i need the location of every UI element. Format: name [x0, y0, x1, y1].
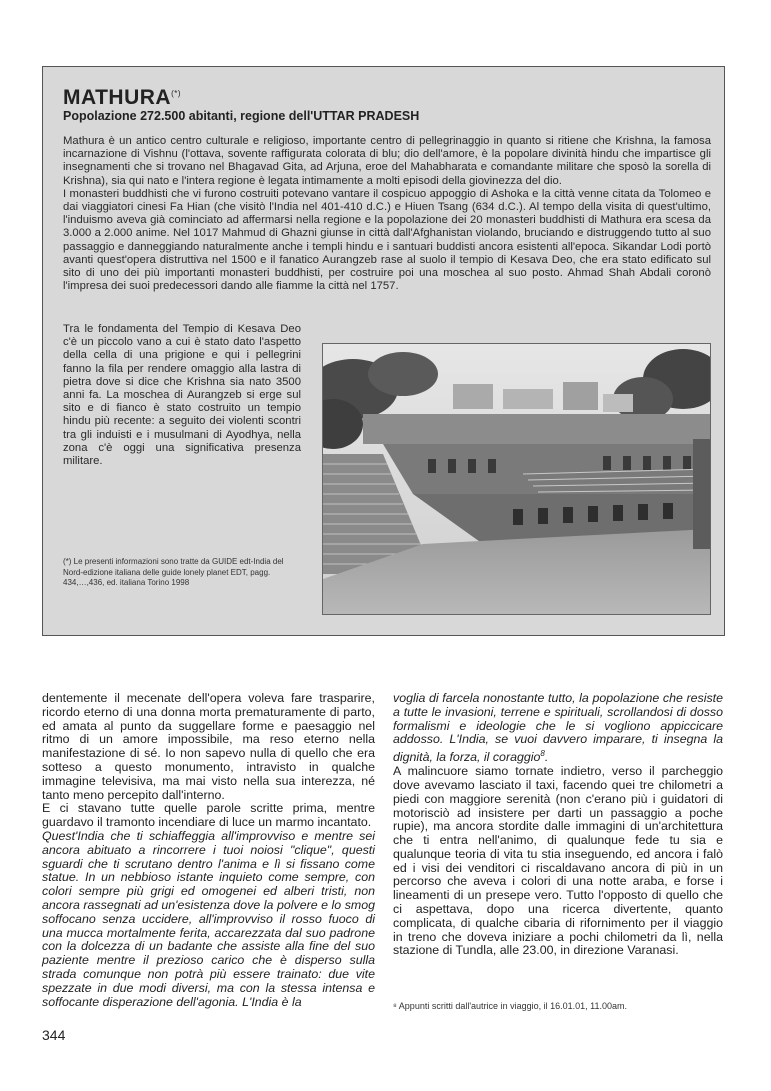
box-footnote: (*) Le presenti informazioni sono tratte da GUIDE edt-India del Nord-edizione italiana delle guide lonely planet EDT, pagg. 434,…,436, ed. italiana Torino 1998	[63, 557, 284, 587]
station-tundla: Tundla	[455, 943, 493, 958]
paragraph-text: , alle 23.00, in direzione	[492, 943, 624, 958]
paragraph: E ci stavano tutte quelle parole scritte prima, mentre guardavo il tramonto incendiare di luce un marmo incantato.	[42, 801, 375, 830]
box-paragraph: I monasteri buddhisti che vi furono costruiti potevano vantare il cospicuo appoggio di Ashoka e la città venne citata da Tolomeo e dai viaggiatori cinesi Fa Hian (che visitò l'India nel 401-410 d.C.) e Hiuen Tsang (634 d.C.). Al tempo della visita di quest'ultimo, l'induismo aveva già cominciato ad affermarsi nella regione e la popolazione dei 20 monasteri buddhisti di Mathura era scesa da 3.000 a 2.000 anime. Nel 1017 Mahmud di Ghazni giunse in città dall'Afghanistan violando, bruciando e distruggendo tutto al suo passaggio e danneggiando naturalmente anche i templi hindu e i santuari buddisti ancora esistenti all'epoca. Sikandar Lodi portò avanti quest'opera distruttiva nel 1500 e il fanatico Aurangzeb rase al suolo il tempio di Kesava Deo, che era stato edificato sul sito di uno dei più importanti monasteri buddhisti, per costruire poi una moschea al suo posto. Ahmad Shah Abdali coronò l'impresa dei suoi predecessori dando alle fiamme la città nel 1757.	[63, 187, 711, 293]
paragraph-end: .	[675, 943, 679, 958]
station-varanasi: Varanasi	[627, 943, 676, 958]
italic-paragraph: Quest'India che ti schiaffeggia all'improvviso e mentre sei ancora abituato a rincorrere i tuoi noiosi "clique", questi sguardi che ti scrutano dentro l'anima e lì si fissano come statue. In un nebbioso istante inquieto come sempre, con colori sempre più grigi ed omogenei ed alberi tristi, non ancora rassegnati ad un'esistenza dove la polvere e lo smog soffocano senza uccidere, all'improvviso il rosso fuoco di una mucca mortalmente ferita, accarezzata dal suo padrone con la dolcezza di un badante che assiste alla fine del suo paziente mentre il prezioso carico che è disperso sulla strada comunque non potrà più essere trainato: due vite spezzate in due modi diversi, ma con la stessa intensa e soffocante disperazione dell'agonia. L'India è la	[42, 828, 375, 1009]
box-subtitle: Popolazione 272.500 abitanti, regione dell'UTTAR PRADESH	[63, 109, 420, 123]
right-column	[393, 692, 723, 958]
italic-paragraph: voglia di farcela nonostante tutto, la popolazione che resiste a tutte le invasioni, terrene e spirituali, scrollandosi di dosso formalismi e ideologie che le si vogliono appiccicare addosso. L'India, se vuoi davvero imparare, ti insegna la dignità, la forza, il coraggio$^8$.	[393, 691, 723, 765]
box-text	[63, 135, 711, 293]
box-title-mark: (*)	[171, 89, 182, 98]
page-number: 344	[42, 1027, 66, 1043]
left-column	[42, 692, 375, 1009]
footnote-ref: 8	[540, 749, 545, 759]
box-paragraph: Mathura è un antico centro culturale e religioso, importante centro di pellegrinaggio in quanto si ritiene che Krishna, la famosa incarnazione di Vishnu (l'ottava, sovente raffigurata colorata di blu; dio dell'amore, è la popolare divinità hindu che impartisce gli insegnamenti che si trovano nel Bhagavad Gita, ad Arjuna, eroe del Mahabharata e comandante militare che sposò la sorella di Krishna), sia qui nato e l'intera regione è legata intimamente a molti episodi della giovinezza del dio.	[63, 135, 711, 187]
paragraph-text: A malincuore siamo tornate indietro, verso il parcheggio dove avevamo lasciato il taxi, facendo quei tre chilometri a piedi con maggiore serenità (non c'erano più i guidatori di motorisciò ad insistere per darti un passaggio a poche rupie), ma ancora stordite dalle immagini di un'architettura che ti entra nell'animo, di qualunque fede tu sia e qualunque teoria di vita tu stia inseguendo, ed ancora i falò ed i visi dei venditori ci riscaldavano ancora di più in un percorso che aveva i colori di una notte araba, e forse i lineamenti di un presepe vero. Tutto l'opposto di quello che ci aspettava, dopo una ricerca divertente, quanto complicata, di qualche cibaria di rifornimento per il viaggio in treno che doveva iniziare a pochi chilometri da lì, nella stazione di	[393, 764, 723, 958]
box-side-text: Tra le fondamenta del Tempio di Kesava Deo c'è un piccolo vano a cui è stato dato l'aspetto della cella di una prigione e qui i pellegrini fanno la fila per rendere omaggio alla lastra di pietra dove si dice che Krishna sia nato 3500 anni fa. La moschea di Aurangzeb si erge sul sito e di fianco è stato costruito un tempio hindu più recente: a seguito dei violenti scontri tra gli induisti e i musulmani di Ayodhya, nella zona c'è oggi una significativa presenza militare.	[63, 323, 301, 468]
box-title	[63, 86, 181, 110]
paragraph	[393, 765, 723, 958]
page-footnote: ⁸ Appunti scritti dall'autrice in viaggio, il 16.01.01, 11.00am.	[393, 1001, 627, 1011]
box-title-text: MATHURA	[63, 86, 172, 109]
italic-text: voglia di farcela nonostante tutto, la popolazione che resiste a tutte le invasioni, terrene e spirituali, scrollandosi di dosso formalismi e ideologie che le si vogliono appiccicare addosso. L'India, se vuoi davvero imparare, ti insegna la dignità, la forza, il coraggio	[393, 691, 723, 765]
temple-photo-image	[323, 344, 710, 614]
temple-photo	[322, 343, 711, 615]
paragraph: dentemente il mecenate dell'opera voleva fare trasparire, ricordo eterno di una donna morta prematuramente di parto, ed amata al punto da suggellare forme e paesaggio nel ritmo di un amore impossibile, ma reso eterno nella manifestazione di sé. Io non sapevo nulla di quello che era sotteso a questo monumento, intravisto in qualche immagine televisiva, ma mai visto nella sua interezza, né tanto meno percepito dall'interno.	[42, 691, 375, 802]
info-box	[42, 66, 725, 636]
